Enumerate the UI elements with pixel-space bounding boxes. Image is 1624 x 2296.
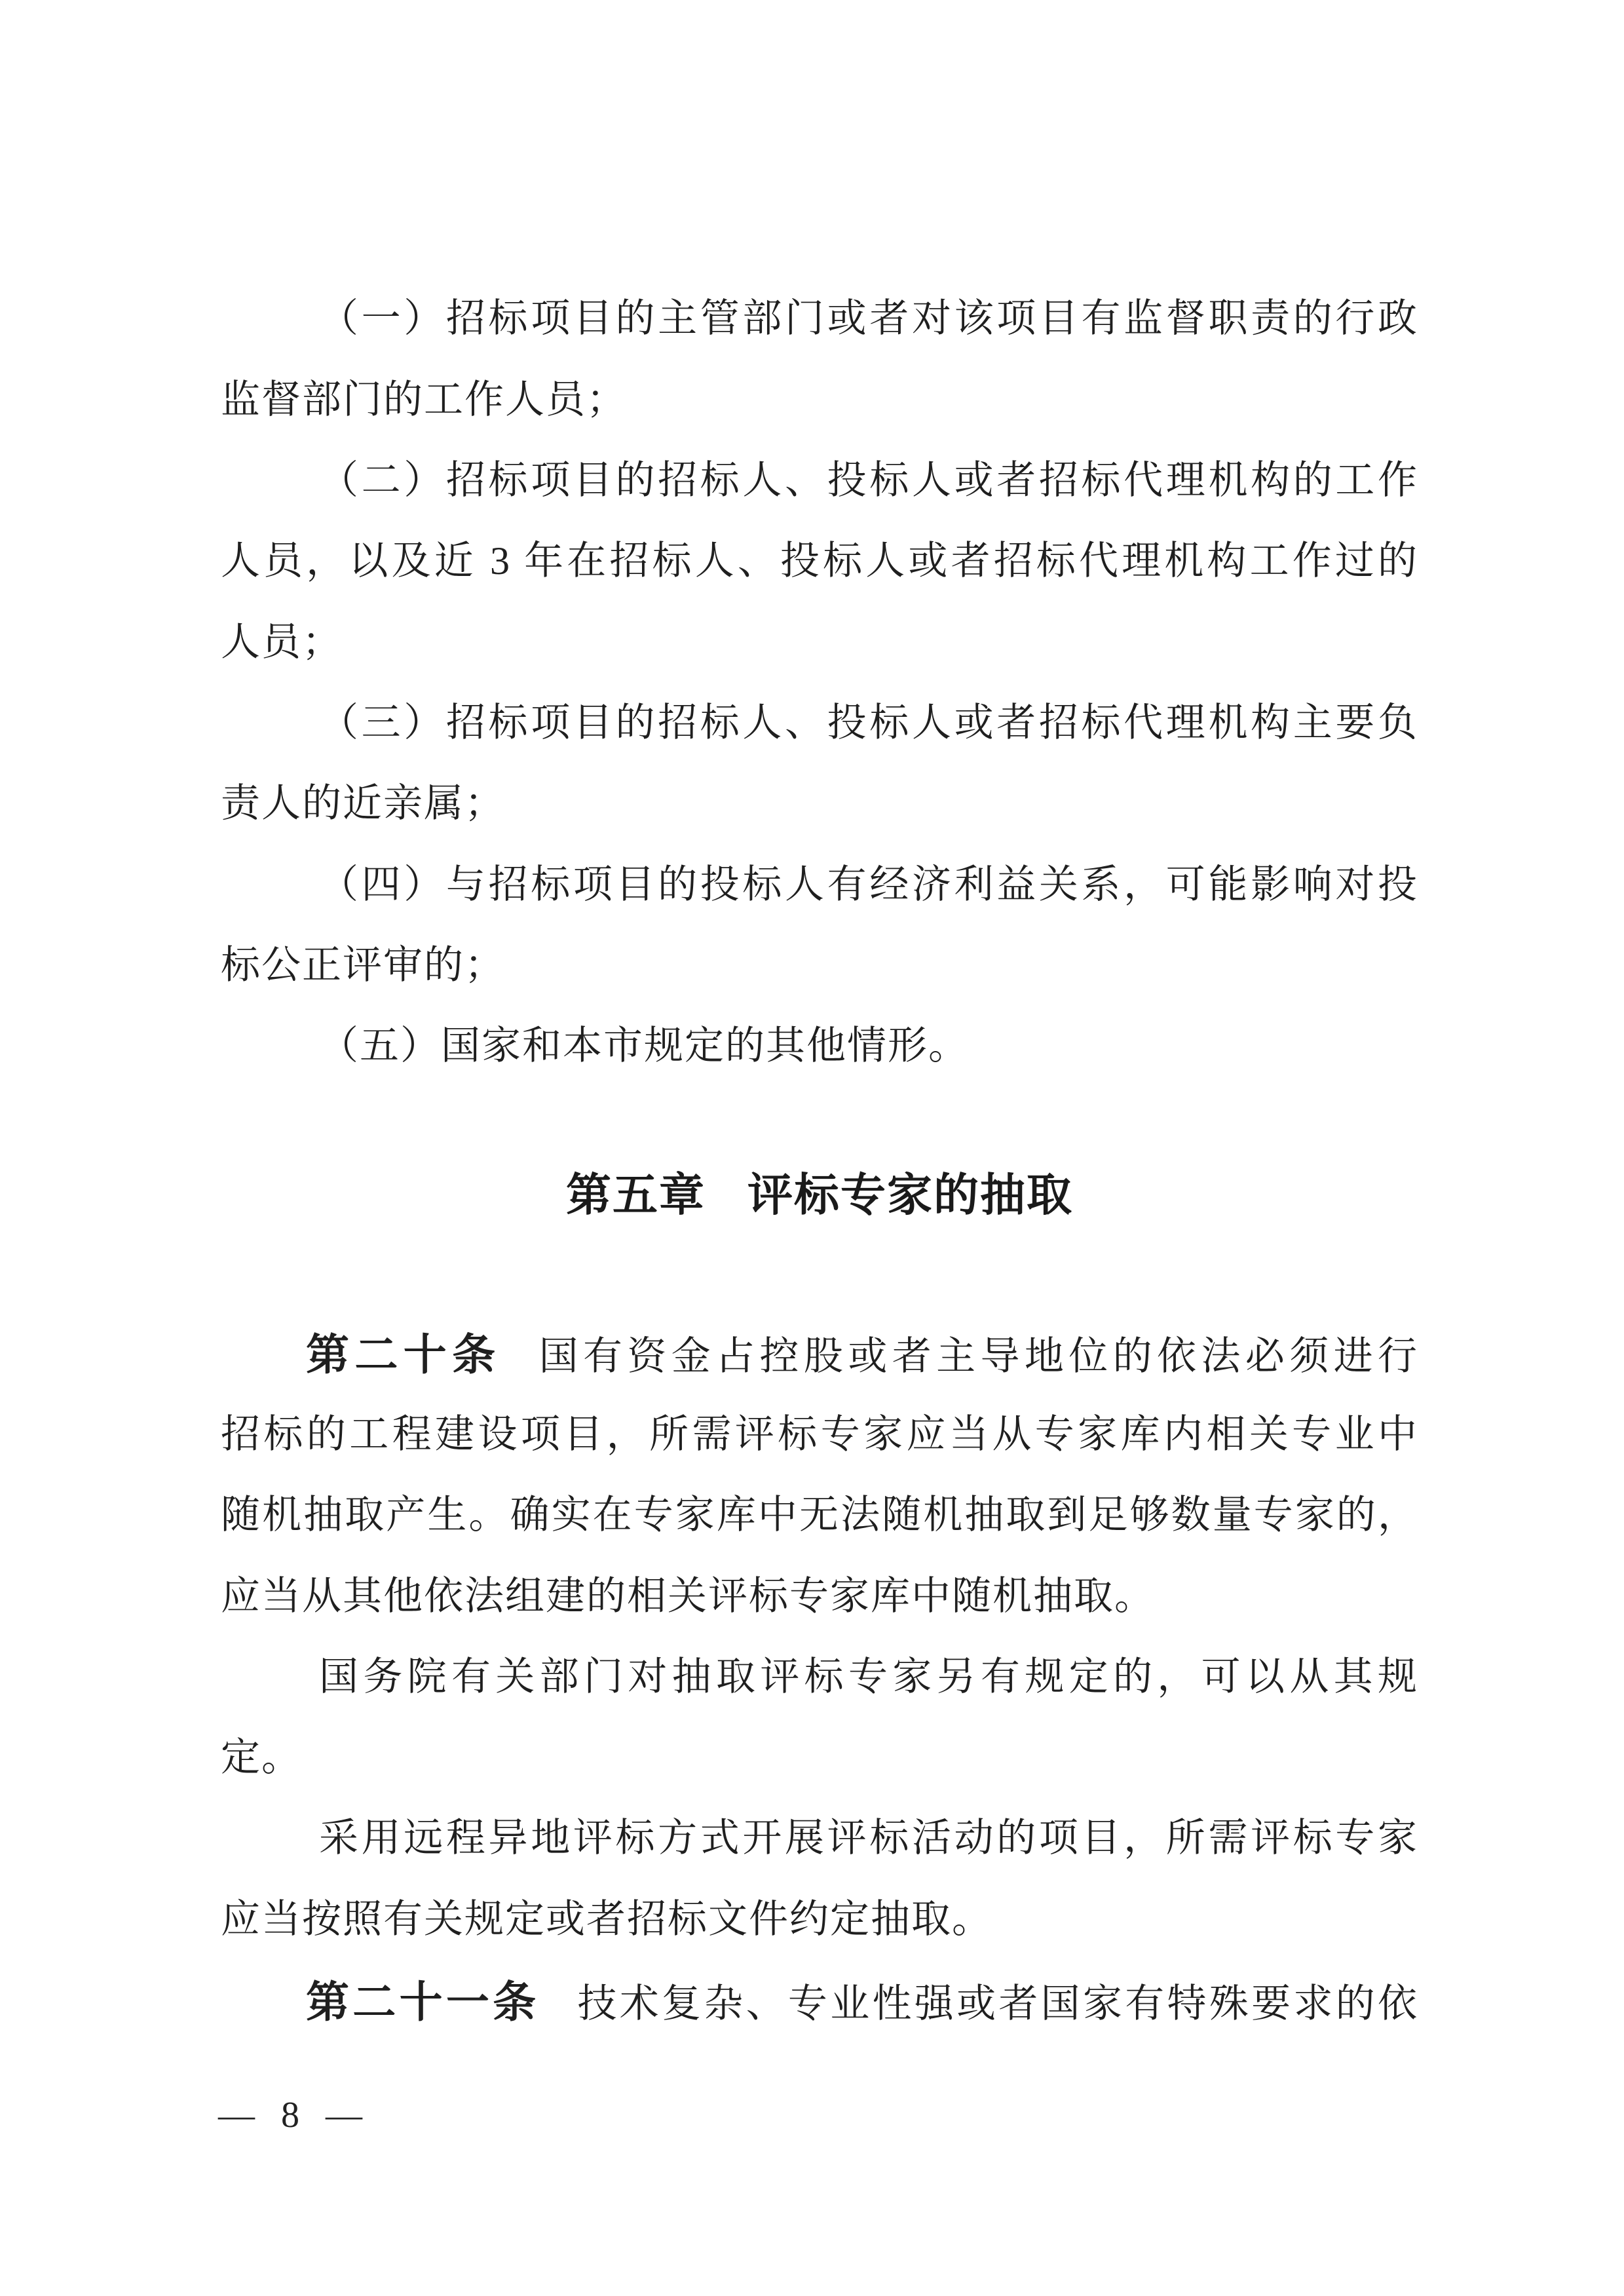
chapter-heading <box>221 1170 1418 1220</box>
text-line <box>221 377 1418 423</box>
page-number: — 8 — <box>218 2095 367 2135</box>
article-number: 第二十条 <box>306 1330 501 1379</box>
text-line <box>221 1655 1418 1700</box>
line-text: 责人的近亲属； <box>221 782 505 825</box>
line-text: （五）国家和本市规定的其他情形。 <box>319 1024 969 1067</box>
text-line <box>221 620 1418 665</box>
text-line <box>221 1412 1418 1457</box>
line-text: （三）招标项目的招标人、投标人或者招标代理机构主要负 <box>319 701 1418 744</box>
line-text: 随机抽取产生。确实在专家库中无法随机抽取到足够数量专家的， <box>221 1493 1418 1537</box>
text-line <box>221 1493 1418 1538</box>
line-text: 人员； <box>221 621 343 664</box>
line-text: 标公正评审的； <box>221 944 505 987</box>
text-line <box>221 700 1418 746</box>
text-column <box>221 0 1418 2296</box>
line-text: （四）与招标项目的投标人有经济利益关系，可能影响对投 <box>319 863 1418 906</box>
text-line <box>221 1735 1418 1780</box>
text-line <box>221 539 1418 584</box>
line-text: 采用远程异地评标方式开展评标活动的项目，所需评标专家 <box>319 1816 1418 1860</box>
line-text: 国有资金占控股或者主导地位的依法必须进行 <box>538 1335 1419 1378</box>
chapter-title: 评标专家的抽取 <box>747 1170 1073 1220</box>
text-line <box>221 943 1418 988</box>
line-text: 定。 <box>221 1736 302 1779</box>
article-line <box>221 1330 1418 1380</box>
text-line <box>221 1574 1418 1619</box>
text-line <box>221 781 1418 826</box>
text-line <box>221 296 1418 341</box>
line-text: 监督部门的工作人员； <box>221 378 627 421</box>
text-line <box>221 1024 1418 1069</box>
chapter-number: 第五章 <box>566 1170 706 1220</box>
line-text: 应当按照有关规定或者招标文件约定抽取。 <box>221 1898 992 1941</box>
line-text: 人员，以及近 3 年在招标人、投标人或者招标代理机构工作过的 <box>221 539 1418 583</box>
text-line <box>221 1816 1418 1861</box>
text-line <box>221 1897 1418 1942</box>
line-text: （二）招标项目的招标人、投标人或者招标代理机构的工作 <box>319 459 1418 502</box>
line-text: （一）招标项目的主管部门或者对该项目有监督职责的行政 <box>319 297 1418 340</box>
line-text: 技术复杂、专业性强或者国家有特殊要求的依 <box>577 1982 1419 2025</box>
line-text: 招标的工程建设项目，所需评标专家应当从专家库内相关专业中 <box>221 1413 1418 1456</box>
article-line <box>221 1978 1418 2027</box>
line-text: 国务院有关部门对抽取评标专家另有规定的，可以从其规 <box>319 1655 1418 1698</box>
article-number: 第二十一条 <box>306 1978 540 2026</box>
text-line <box>221 458 1418 503</box>
line-text: 应当从其他依法组建的相关评标专家库中随机抽取。 <box>221 1575 1155 1618</box>
text-line <box>221 862 1418 908</box>
